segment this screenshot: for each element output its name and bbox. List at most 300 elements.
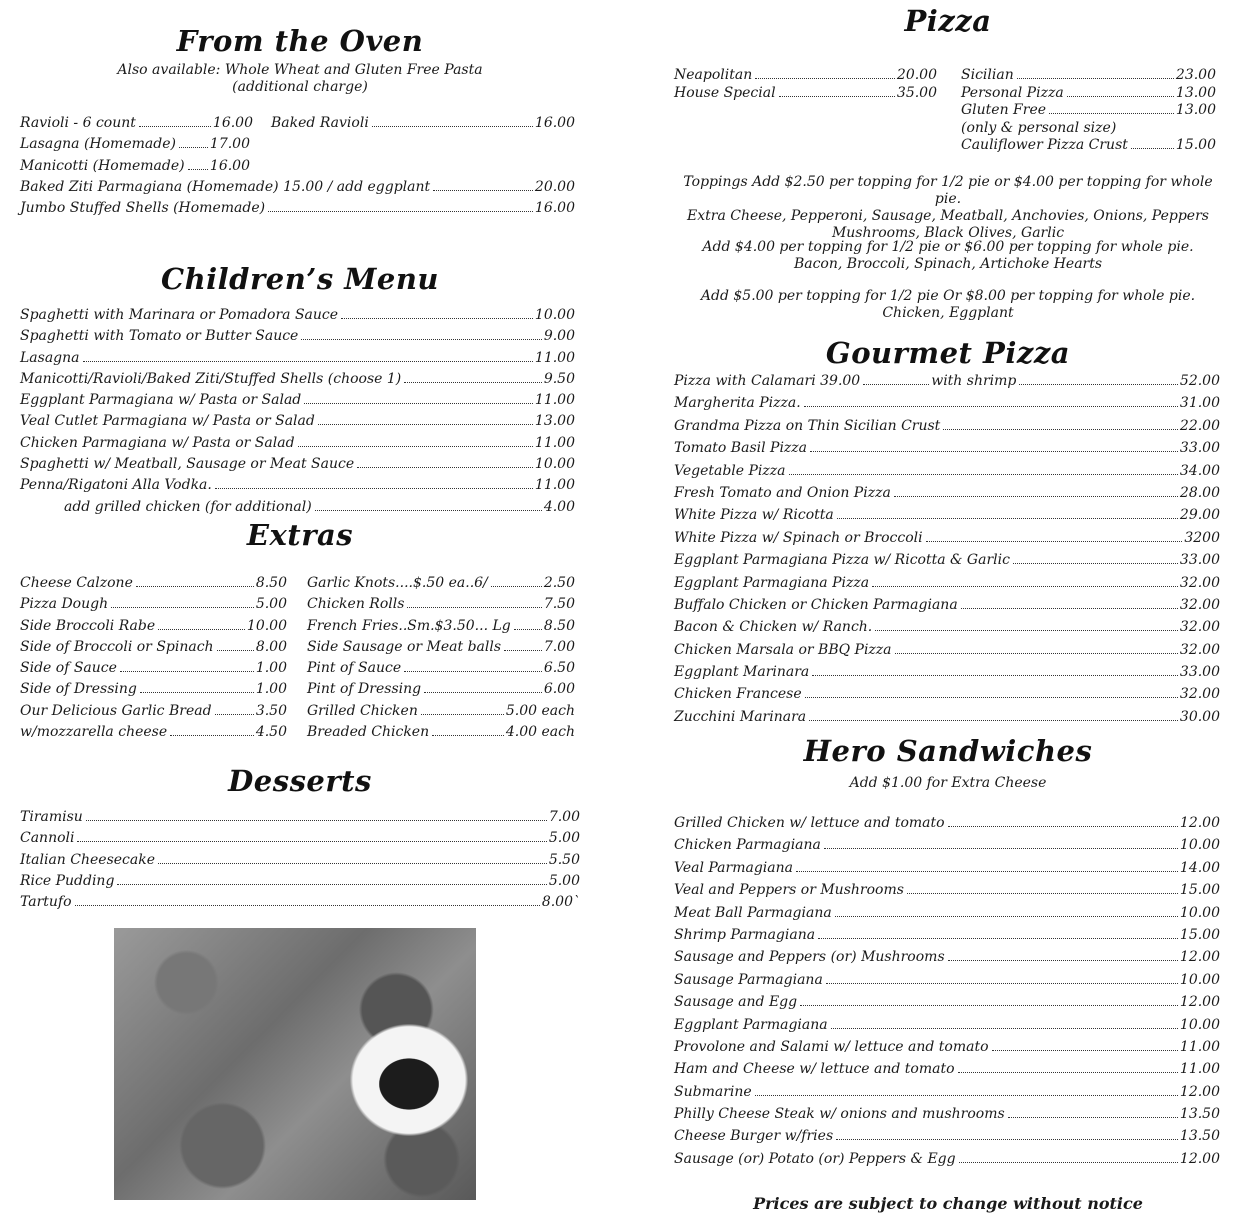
menu-item xyxy=(20,596,287,617)
item-price: 32.00 xyxy=(1179,596,1220,613)
item-name: Chicken Parmagiana xyxy=(674,837,821,854)
pizza-right xyxy=(961,67,1216,155)
menu-item xyxy=(20,809,580,830)
item-name: Pizza Dough xyxy=(20,596,109,613)
dot-leader xyxy=(755,1095,1178,1096)
item-name: Side Sausage or Meat balls xyxy=(307,638,502,655)
dot-leader xyxy=(836,1139,1178,1140)
menu-item xyxy=(674,837,1220,859)
item-price: 12.00 xyxy=(1179,1083,1220,1100)
toppings-note: Add $4.00 per topping for 1/2 pie or $6.00 per topping for whole pie. Bacon, Broccoli, Spinach, Artichoke Hearts xyxy=(702,239,1194,272)
item-name: Provolone and Salami w/ lettuce and tomato xyxy=(674,1038,989,1055)
dot-leader xyxy=(77,841,546,842)
item-name: White Pizza w/ Spinach or Broccoli xyxy=(674,529,923,546)
item-name: Veal Parmagiana xyxy=(674,859,793,876)
item-price: 13.00 xyxy=(1175,84,1216,101)
item-name: Submarine xyxy=(674,1083,752,1100)
item-price: 4.50 xyxy=(255,724,287,741)
oven-item: Ravioli - 6 count 16.00 Baked Ravioli 16.00 xyxy=(20,115,575,131)
item-name: Chicken Parmagiana w/ Pasta or Salad xyxy=(20,434,295,451)
hero-subtitle: Add $1.00 for Extra Cheese xyxy=(849,775,1047,791)
dot-leader xyxy=(120,671,254,672)
menu-item xyxy=(20,618,287,639)
item-name: Shrimp Parmagiana xyxy=(674,926,816,943)
item-price: 32.00 xyxy=(1179,641,1220,658)
dot-leader xyxy=(215,488,533,489)
dot-leader xyxy=(357,467,533,468)
menu-item xyxy=(674,440,1220,462)
menu-item xyxy=(674,485,1220,507)
dot-leader xyxy=(958,1072,1178,1073)
item-name: Grandma Pizza on Thin Sicilian Crust xyxy=(674,417,941,434)
item-price: 8.50 xyxy=(255,575,287,591)
oven-subtitle-note: (additional charge) xyxy=(232,79,368,95)
menu-item xyxy=(674,1017,1220,1039)
dot-leader xyxy=(804,406,1178,407)
menu-item xyxy=(674,927,1220,949)
item-price: 2.50 xyxy=(543,575,575,591)
item-name: Cauliflower Pizza Crust xyxy=(961,137,1128,153)
dot-leader xyxy=(755,78,895,79)
item-price: 7.00 xyxy=(543,638,575,655)
menu-item xyxy=(961,137,1216,155)
item-name: Tartufo xyxy=(20,894,72,911)
menu-item xyxy=(20,873,580,894)
toppings-note: Add $5.00 per topping for 1/2 pie Or $8.00 per topping for whole pie. Chicken, Eggplant xyxy=(700,288,1196,321)
menu-item xyxy=(674,860,1220,882)
extras-title: Extras xyxy=(246,518,354,552)
item-name: Side of Sauce xyxy=(20,660,117,677)
item-name: Chicken Rolls xyxy=(307,596,405,613)
dot-leader xyxy=(826,983,1178,984)
item-price: 9.00 xyxy=(543,328,575,345)
desserts-list xyxy=(20,809,580,915)
item-name: Our Delicious Garlic Bread xyxy=(20,702,212,719)
item-price: 8.00` xyxy=(541,894,580,911)
extras-left xyxy=(20,575,287,745)
item-price: 10.00 xyxy=(246,617,287,634)
item-price: 5.00 xyxy=(255,596,287,613)
item-name: Manicotti/Ravioli/Baked Ziti/Stuffed Shells (choose 1) xyxy=(20,370,402,387)
item-name: Eggplant Parmagiana Pizza xyxy=(674,574,870,591)
dot-leader xyxy=(215,714,254,715)
dot-leader xyxy=(824,848,1178,849)
dot-leader xyxy=(111,607,254,608)
item-price: 11.00 xyxy=(1179,1038,1220,1055)
item-price: 20.00 xyxy=(896,67,937,83)
extras-grid xyxy=(20,575,580,745)
dot-leader xyxy=(404,671,542,672)
item-name: Ham and Cheese w/ lettuce and tomato xyxy=(674,1061,955,1078)
menu-item xyxy=(20,371,575,392)
dot-leader xyxy=(315,510,542,511)
menu-item xyxy=(674,85,937,103)
item-price: 5.00 xyxy=(548,872,580,889)
item-name: Cheese Calzone xyxy=(20,575,133,591)
item-name: Spaghetti with Marinara or Pomadora Sauce xyxy=(20,307,339,323)
menu-item xyxy=(307,575,575,596)
item-price: 32.00 xyxy=(1179,619,1220,636)
menu-item xyxy=(674,575,1220,597)
item-name: White Pizza w/ Ricotta xyxy=(674,507,834,524)
item-price: 13.50 xyxy=(1179,1128,1220,1145)
menu-item xyxy=(20,328,575,349)
dot-leader xyxy=(1017,78,1174,79)
item-price: 13.00 xyxy=(1175,102,1216,118)
dot-leader xyxy=(514,629,542,630)
dot-leader xyxy=(117,884,546,885)
menu-item xyxy=(674,1106,1220,1128)
item-price: 23.00 xyxy=(1175,67,1216,83)
item-name: Chicken Marsala or BBQ Pizza xyxy=(674,641,892,658)
item-name: Pint of Dressing xyxy=(307,681,422,698)
hero-list xyxy=(674,815,1220,1173)
menu-item xyxy=(961,102,1216,120)
item-price: 5.00 xyxy=(548,830,580,847)
dot-leader xyxy=(800,1005,1178,1006)
item-price: 5.00 each xyxy=(505,702,575,719)
item-name: Rice Pudding xyxy=(20,872,115,889)
menu-item xyxy=(674,1151,1220,1173)
dot-leader xyxy=(491,586,542,587)
item-name: (only & personal size) xyxy=(961,119,1117,136)
dot-leader xyxy=(943,429,1178,430)
menu-item xyxy=(674,395,1220,417)
dot-leader xyxy=(779,96,895,97)
pizza-grid xyxy=(674,67,1216,155)
menu-item xyxy=(20,639,287,660)
oven-title: From the Oven xyxy=(176,24,424,58)
item-price: 10.00 xyxy=(534,307,575,323)
dot-leader xyxy=(796,871,1178,872)
oven-item: Lasagna (Homemade) 17.00 xyxy=(20,136,250,153)
menu-item xyxy=(674,1061,1220,1083)
item-name: House Special xyxy=(674,84,776,101)
menu-item xyxy=(20,830,580,851)
pizza-title: Pizza xyxy=(904,4,992,38)
item-price: 33.00 xyxy=(1179,440,1220,457)
dot-leader xyxy=(407,607,541,608)
menu-item xyxy=(674,597,1220,619)
dot-leader xyxy=(1131,148,1174,149)
dot-leader xyxy=(1008,1117,1178,1118)
item-price: 11.00 xyxy=(534,434,575,451)
item-name: Meat Ball Parmagiana xyxy=(674,904,832,921)
dot-leader xyxy=(789,474,1178,475)
dot-leader xyxy=(1013,563,1178,564)
item-name: Eggplant Parmagiana xyxy=(674,1016,828,1033)
dot-leader xyxy=(1049,113,1174,114)
menu-item xyxy=(674,463,1220,485)
item-name: Buffalo Chicken or Chicken Parmagiana xyxy=(674,596,958,613)
item-name: French Fries..Sm.$3.50... Lg xyxy=(307,617,511,634)
item-price: 7.00 xyxy=(548,809,580,825)
dot-leader xyxy=(948,826,1178,827)
item-price: 1.00 xyxy=(255,681,287,698)
menu-item xyxy=(307,724,575,745)
gourmet-item: Pizza with Calamari 39.00 with shrimp 52.00 xyxy=(674,373,1220,389)
item-price: 29.00 xyxy=(1179,507,1220,524)
menu-item xyxy=(20,894,580,915)
dot-leader xyxy=(810,451,1178,452)
children-list xyxy=(20,307,575,520)
item-name: Cheese Burger w/fries xyxy=(674,1128,834,1145)
menu-item xyxy=(20,681,287,702)
item-name: Sausage Parmagiana xyxy=(674,971,823,988)
item-name: Fresh Tomato and Onion Pizza xyxy=(674,484,891,501)
desserts-title: Desserts xyxy=(228,764,372,798)
item-price: 11.00 xyxy=(534,477,575,494)
menu-item xyxy=(307,681,575,702)
dot-leader xyxy=(959,1162,1178,1163)
dot-leader xyxy=(504,650,542,651)
item-price: 32.00 xyxy=(1179,574,1220,591)
dessert-photo xyxy=(114,928,476,1200)
menu-item xyxy=(674,994,1220,1016)
item-name: Grilled Chicken w/ lettuce and tomato xyxy=(674,815,945,831)
item-price: 32.00 xyxy=(1179,686,1220,703)
oven-list xyxy=(20,115,575,221)
item-price: 5.50 xyxy=(548,851,580,868)
item-price: 4.00 each xyxy=(505,724,575,741)
dot-leader xyxy=(170,735,254,736)
menu-item xyxy=(961,85,1216,103)
item-price: 22.00 xyxy=(1179,417,1220,434)
menu-item xyxy=(674,949,1220,971)
dot-leader xyxy=(1067,96,1174,97)
item-name: Spaghetti w/ Meatball, Sausage or Meat Sauce xyxy=(20,456,355,473)
item-name: Eggplant Marinara xyxy=(674,664,810,681)
dot-leader xyxy=(835,916,1178,917)
item-name: Side of Dressing xyxy=(20,681,137,698)
menu-item xyxy=(20,350,575,371)
item-price: 12.00 xyxy=(1179,994,1220,1011)
item-price: 34.00 xyxy=(1179,462,1220,479)
item-name: Personal Pizza xyxy=(961,84,1064,101)
dot-leader xyxy=(948,960,1178,961)
dot-leader xyxy=(341,318,533,319)
item-name: Cannoli xyxy=(20,830,75,847)
menu-item xyxy=(307,639,575,660)
menu-item xyxy=(674,418,1220,440)
item-price: 8.00 xyxy=(255,638,287,655)
item-name: Sausage and Peppers (or) Mushrooms xyxy=(674,949,945,966)
menu-item xyxy=(674,882,1220,904)
item-name: Zucchini Marinara xyxy=(674,708,807,725)
menu-item xyxy=(674,686,1220,708)
item-name: Breaded Chicken xyxy=(307,724,430,741)
menu-item xyxy=(674,530,1220,552)
dot-leader xyxy=(818,938,1178,939)
dot-leader xyxy=(86,820,547,821)
item-name: Margherita Pizza. xyxy=(674,395,801,412)
item-price: 35.00 xyxy=(896,84,937,101)
menu-item xyxy=(674,905,1220,927)
menu-item xyxy=(674,619,1220,641)
dot-leader xyxy=(217,650,254,651)
dot-leader xyxy=(961,608,1178,609)
dot-leader xyxy=(872,586,1178,587)
item-name: Veal and Peppers or Mushrooms xyxy=(674,882,904,899)
menu-item xyxy=(674,507,1220,529)
hero-title: Hero Sandwiches xyxy=(803,734,1093,768)
item-price: 15.00 xyxy=(1179,882,1220,899)
dot-leader xyxy=(75,905,540,906)
dot-leader xyxy=(895,653,1178,654)
menu-item xyxy=(674,1039,1220,1061)
dot-leader xyxy=(831,1028,1178,1029)
gourmet-list xyxy=(674,373,1220,731)
item-price: 7.50 xyxy=(543,596,575,613)
menu-item xyxy=(674,552,1220,574)
item-price: 33.00 xyxy=(1179,552,1220,569)
item-name: Garlic Knots....$.50 ea..6/ xyxy=(307,575,488,591)
menu-item xyxy=(20,307,575,328)
menu-item xyxy=(961,67,1216,85)
item-price: 1.00 xyxy=(255,660,287,677)
item-price: 11.00 xyxy=(1179,1061,1220,1078)
menu-item xyxy=(674,642,1220,664)
oven-item: Baked Ziti Parmagiana (Homemade) 15.00 / add eggplant 20.00 xyxy=(20,178,575,195)
item-name: Sausage (or) Potato (or) Peppers & Egg xyxy=(674,1150,956,1167)
menu-item xyxy=(674,67,937,85)
item-price: 12.00 xyxy=(1179,815,1220,831)
menu-item xyxy=(20,392,575,413)
menu-item xyxy=(20,456,575,477)
dot-leader xyxy=(298,446,533,447)
item-price: 14.00 xyxy=(1179,859,1220,876)
menu-item xyxy=(20,435,575,456)
menu-item xyxy=(20,413,575,434)
item-price: 11.00 xyxy=(534,349,575,366)
menu-item xyxy=(20,660,287,681)
item-price: 6.00 xyxy=(543,681,575,698)
item-name: Pint of Sauce xyxy=(307,660,402,677)
dot-leader xyxy=(992,1050,1178,1051)
dot-leader xyxy=(83,361,533,362)
item-price: 12.00 xyxy=(1179,1150,1220,1167)
item-name: Eggplant Parmagiana Pizza w/ Ricotta & Garlic xyxy=(674,552,1010,569)
item-price: 10.00 xyxy=(1179,971,1220,988)
pizza-left xyxy=(674,67,937,155)
item-price: 6.50 xyxy=(543,660,575,677)
menu-item xyxy=(307,703,575,724)
menu-item xyxy=(20,724,287,745)
menu-item xyxy=(20,499,575,520)
item-price: 12.00 xyxy=(1179,949,1220,966)
footer-notice: Prices are subject to change without notice xyxy=(753,1194,1143,1213)
dot-leader xyxy=(136,586,254,587)
menu-item xyxy=(307,660,575,681)
item-name: Neapolitan xyxy=(674,67,753,83)
item-price: 33.00 xyxy=(1179,664,1220,681)
item-name: Philly Cheese Steak w/ onions and mushrooms xyxy=(674,1106,1005,1123)
item-name: Side of Broccoli or Spinach xyxy=(20,638,214,655)
item-price: 4.00 xyxy=(543,498,575,515)
dot-leader xyxy=(421,714,504,715)
item-name: Bacon & Chicken w/ Ranch. xyxy=(674,619,873,636)
dot-leader xyxy=(432,735,504,736)
item-name: Sicilian xyxy=(961,67,1014,83)
menu-item xyxy=(961,120,1216,138)
item-name: Lasagna xyxy=(20,349,80,366)
menu-item xyxy=(674,1084,1220,1106)
item-name: Side Broccoli Rabe xyxy=(20,617,156,634)
item-name: Gluten Free xyxy=(961,102,1047,118)
menu-item xyxy=(674,972,1220,994)
oven-subtitle: Also available: Whole Wheat and Gluten Free Pasta xyxy=(117,62,483,78)
dot-leader xyxy=(318,424,533,425)
item-price: 10.00 xyxy=(1179,1016,1220,1033)
item-name: w/mozzarella cheese xyxy=(20,724,168,741)
item-price: 10.00 xyxy=(1179,837,1220,854)
extras-right xyxy=(307,575,575,745)
dot-leader xyxy=(301,339,541,340)
dot-leader xyxy=(809,720,1178,721)
item-price: 10.00 xyxy=(1179,904,1220,921)
item-price: 8.50 xyxy=(543,617,575,634)
item-name: Tomato Basil Pizza xyxy=(674,440,808,457)
menu-item xyxy=(674,815,1220,837)
gourmet-title: Gourmet Pizza xyxy=(825,336,1071,370)
menu-item xyxy=(20,852,580,873)
item-price: 10.00 xyxy=(534,456,575,473)
menu-item xyxy=(20,575,287,596)
menu-item xyxy=(307,618,575,639)
item-name: add grilled chicken (for additional) xyxy=(64,498,312,515)
item-name: Eggplant Parmagiana w/ Pasta or Salad xyxy=(20,392,302,409)
item-name: Italian Cheesecake xyxy=(20,851,155,868)
item-name: Grilled Chicken xyxy=(307,702,418,719)
menu-item xyxy=(307,596,575,617)
item-name: Tiramisu xyxy=(20,809,83,825)
item-price: 11.00 xyxy=(534,392,575,409)
dot-leader xyxy=(424,692,542,693)
item-name: Sausage and Egg xyxy=(674,994,798,1011)
item-price: 15.00 xyxy=(1179,926,1220,943)
item-price: 13.50 xyxy=(1179,1106,1220,1123)
menu-item xyxy=(674,709,1220,731)
item-name: Vegetable Pizza xyxy=(674,462,786,479)
menu-item xyxy=(20,477,575,498)
item-name: Spaghetti with Tomato or Butter Sauce xyxy=(20,328,299,345)
item-name: Chicken Francese xyxy=(674,686,802,703)
menu-item xyxy=(674,1128,1220,1150)
dot-leader xyxy=(158,863,547,864)
menu-item xyxy=(674,664,1220,686)
item-price: 15.00 xyxy=(1175,137,1216,153)
item-price: 28.00 xyxy=(1179,484,1220,501)
item-price: 3200 xyxy=(1184,529,1220,546)
dot-leader xyxy=(158,629,245,630)
oven-item: Jumbo Stuffed Shells (Homemade) 16.00 xyxy=(20,200,575,217)
item-name: Penna/Rigatoni Alla Vodka. xyxy=(20,477,212,494)
dot-leader xyxy=(907,893,1178,894)
item-price: 13.00 xyxy=(534,413,575,430)
dot-leader xyxy=(837,518,1178,519)
dot-leader xyxy=(304,403,533,404)
toppings-note: Toppings Add $2.50 per topping for 1/2 pie or $4.00 per topping for whole pie. Extra Cheese, Pepperoni, Sausage, Meatball, Anchovies, Onions, Peppers Mushrooms, Black Olives, Garlic xyxy=(683,174,1213,241)
dot-leader xyxy=(875,630,1178,631)
item-price: 9.50 xyxy=(543,370,575,387)
oven-item: Manicotti (Homemade) 16.00 xyxy=(20,157,250,174)
dot-leader xyxy=(812,675,1178,676)
dot-leader xyxy=(805,697,1178,698)
children-title: Children’s Menu xyxy=(160,262,440,296)
item-price: 31.00 xyxy=(1179,395,1220,412)
dot-leader xyxy=(404,382,542,383)
dot-leader xyxy=(894,496,1178,497)
